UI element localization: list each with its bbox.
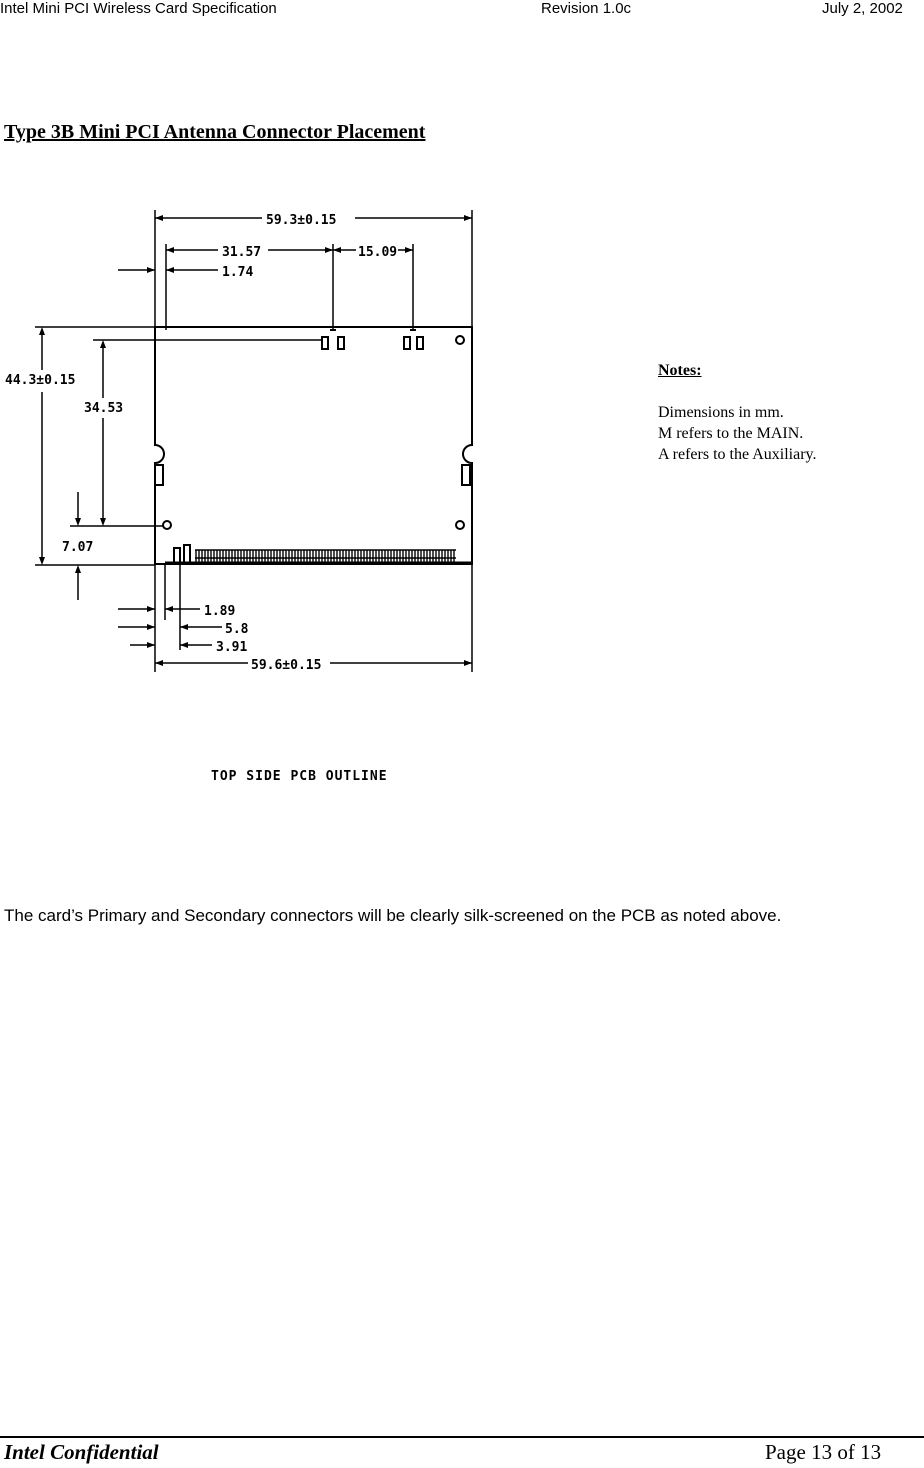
note-line: M refers to the MAIN. bbox=[658, 425, 804, 442]
aux-connector-left bbox=[404, 337, 410, 349]
footer-confidential: Intel Confidential bbox=[4, 1440, 159, 1464]
footer-page-number: Page 13 of 13 bbox=[765, 1440, 882, 1464]
dim-notch-height: 7.07 bbox=[62, 540, 94, 555]
mounting-hole-left bbox=[163, 521, 171, 529]
dim-aux-offset: 15.09 bbox=[358, 245, 398, 260]
dim-overall-bottom-width: 59.6±0.15 bbox=[251, 658, 322, 673]
notes-heading: Notes: bbox=[658, 362, 702, 379]
dim-overall-height: 44.3±0.15 bbox=[5, 373, 76, 388]
pcb-outline-drawing bbox=[0, 195, 640, 795]
main-connector-right bbox=[338, 337, 344, 349]
mounting-hole-right bbox=[456, 521, 464, 529]
dim-5-8: 5.8 bbox=[225, 622, 249, 637]
footer-rule bbox=[0, 1436, 924, 1438]
mounting-hole-top-right bbox=[456, 336, 464, 344]
note-line: Dimensions in mm. bbox=[658, 404, 784, 421]
notes-block bbox=[658, 360, 816, 465]
dim-left-offset: 1.74 bbox=[222, 265, 254, 280]
header-revision: Revision 1.0c bbox=[541, 0, 632, 17]
dim-1-89: 1.89 bbox=[204, 604, 236, 619]
header-date: July 2, 2002 bbox=[822, 0, 903, 17]
aux-connector-right bbox=[417, 337, 423, 349]
main-connector-left bbox=[322, 337, 328, 349]
side-key-right bbox=[462, 465, 470, 485]
board-outline bbox=[155, 327, 472, 564]
drawing-caption: TOP SIDE PCB OUTLINE bbox=[211, 769, 388, 784]
dim-overall-top-width: 59.3±0.15 bbox=[266, 213, 337, 228]
section-title: Type 3B Mini PCI Antenna Connector Placement bbox=[4, 121, 426, 143]
note-line: A refers to the Auxiliary. bbox=[658, 446, 817, 463]
dim-main-offset: 31.57 bbox=[222, 245, 262, 260]
header-document-title: Intel Mini PCI Wireless Card Specification bbox=[0, 0, 277, 17]
side-key-left bbox=[155, 465, 163, 485]
dim-connector-height: 34.53 bbox=[84, 401, 124, 416]
body-paragraph: The card’s Primary and Secondary connectors will be clearly silk-screened on the PCB as noted above. bbox=[4, 906, 782, 925]
dim-3-91: 3.91 bbox=[216, 640, 248, 655]
